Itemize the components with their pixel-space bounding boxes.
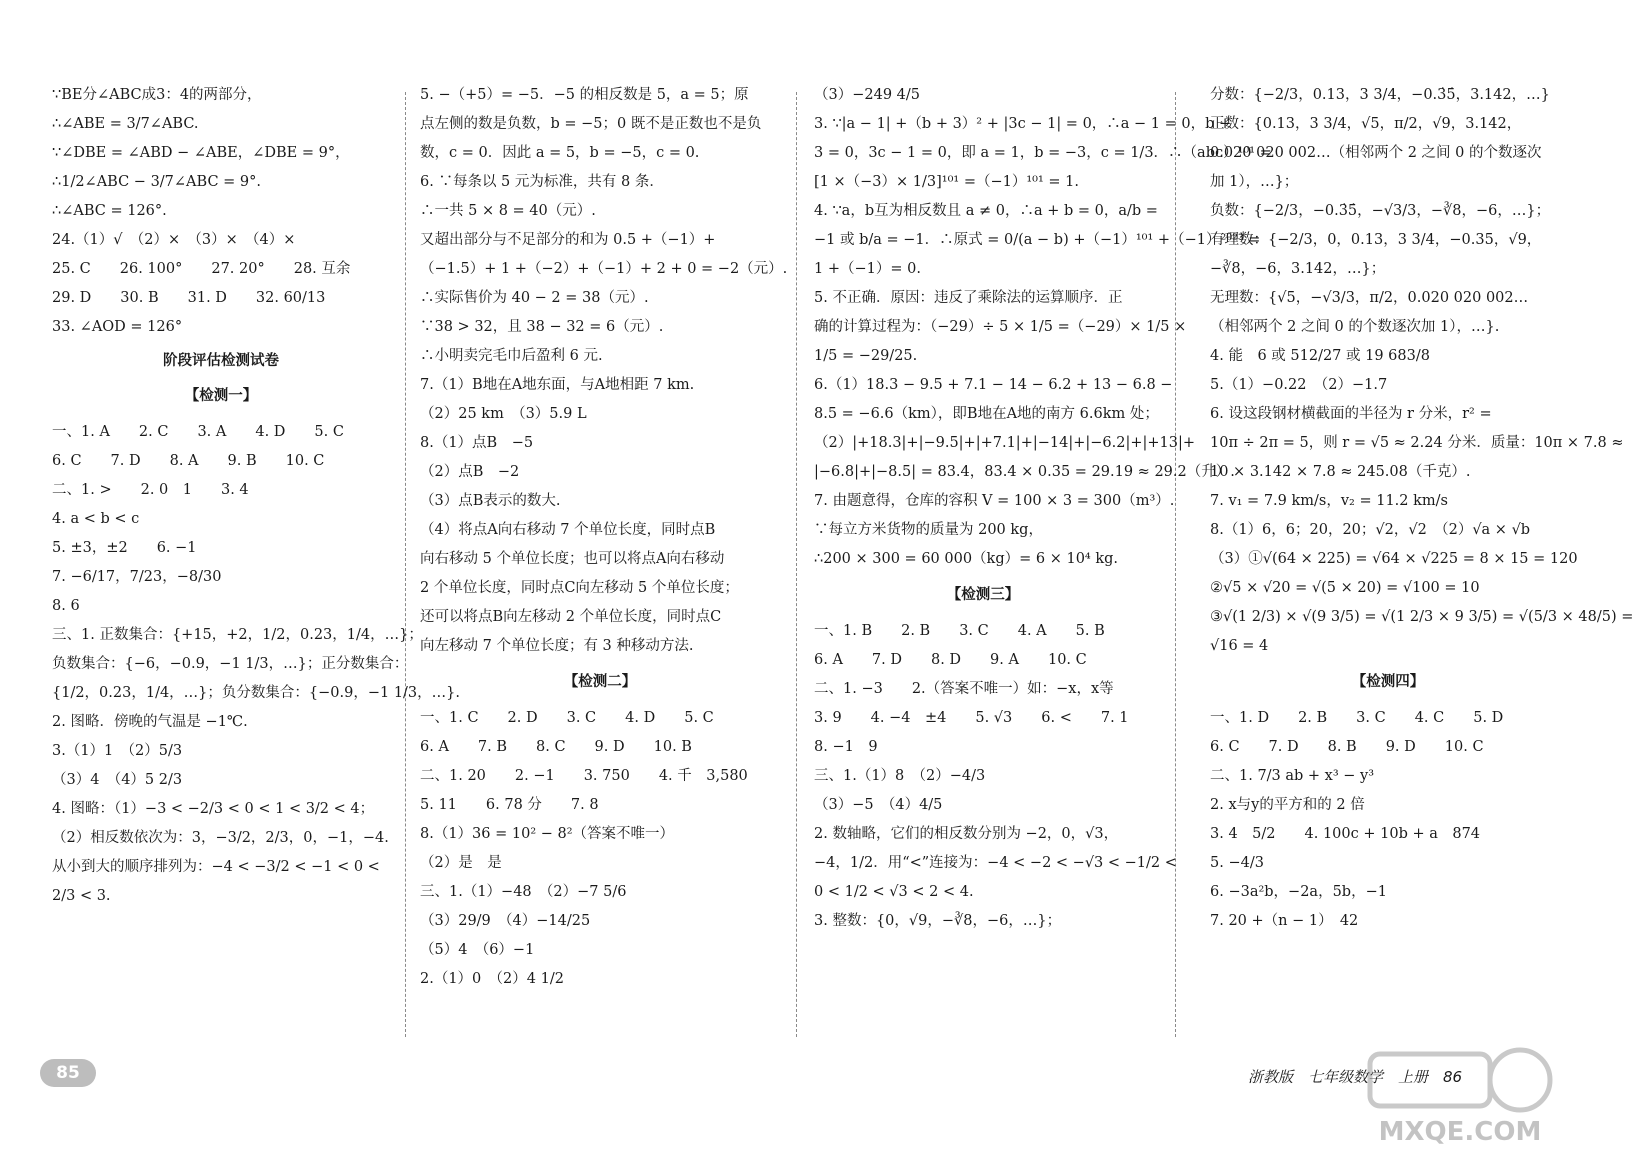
answer-line: 29. D 30. B 31. D 32. 60/13 [52, 290, 326, 306]
test-heading: 【检测四】 [1351, 674, 1425, 690]
answer-line: 0 < 1/2 < √3 < 2 < 4. [814, 884, 974, 900]
answer-line: 5. 不正确．原因：违反了乘除法的运算顺序．正 [814, 290, 1123, 306]
answer-line: 二、1. 7/3 ab + x³ − y³ [1210, 768, 1375, 784]
answer-line: 一、1. B 2. B 3. C 4. A 5. B [814, 623, 1105, 639]
answer-line: 6. 设这段钢材横截面的半径为 r 分米，r² = [1210, 406, 1492, 422]
answer-line: 4. a < b < c [52, 511, 140, 527]
answer-line: −1 或 b/a = −1．∴原式 = 0/(a − b) +（−1）¹⁰¹ +（−1）²⁰²³ = [814, 232, 1261, 248]
answer-line: ∴∠ABC = 126°. [52, 203, 167, 219]
answer-line: 0.020 020 002…（相邻两个 2 之间 0 的个数逐次 [1210, 145, 1542, 161]
answer-line: 2. 图略．傍晚的气温是 −1℃. [52, 714, 248, 730]
answer-line: ∴实际售价为 40 − 2 = 38（元）. [420, 290, 649, 306]
page-number: 85 [40, 1059, 96, 1087]
answer-line: 6. C 7. D 8. A 9. B 10. C [52, 453, 325, 469]
answer-line: 向左移动 7 个单位长度；有 3 种移动方法. [420, 638, 694, 654]
answer-line: 33. ∠AOD = 126° [52, 319, 183, 335]
answer-line: 3.（1）1 （2）5/3 [52, 743, 183, 759]
answer-line: 3. 9 4. −4 ±4 5. √3 6. < 7. 1 [814, 710, 1129, 726]
answer-line: |−6.8|+|−8.5| = 83.4，83.4 × 0.35 = 29.19 ≈ 29.2（升）. [814, 464, 1235, 480]
answer-line: ∴小明卖完毛巾后盈利 6 元. [420, 348, 603, 364]
answer-line: 二、1. > 2. 0 1 3. 4 [52, 482, 249, 498]
answer-line: 加 1），…}； [1210, 174, 1299, 190]
answer-line: 8.（1）6，6；20，20；√2，√2 （2）√a × √b [1210, 522, 1531, 538]
answer-line: 一、1. D 2. B 3. C 4. C 5. D [1210, 710, 1504, 726]
answer-line: 8.（1）点B −5 [420, 435, 534, 451]
answer-line: 24.（1）√ （2）× （3）× （4）× [52, 232, 296, 248]
answer-line: 6. −3a²b，−2a，5b，−1 [1210, 884, 1387, 900]
answer-line: 7. 20 +（n − 1） 42 [1210, 913, 1359, 929]
answer-line: 三、1.（1）8 （2）−4/3 [814, 768, 986, 784]
answer-line: {1/2，0.23，1/4，…}；负分数集合：{−0.9，−1 1/3，…}. [52, 685, 460, 701]
answer-line: 7. 由题意得，仓库的容积 V = 100 × 3 = 300（m³）. [814, 493, 1175, 509]
answer-line: ∴∠ABE = 3/7∠ABC. [52, 116, 199, 132]
answer-line: 7. −6/17，7/23，−8/30 [52, 569, 222, 585]
answer-line: （3）4 （4）5 2/3 [52, 772, 183, 788]
answer-line: 还可以将点B向左移动 2 个单位长度，同时点C [420, 609, 722, 625]
answer-line: ∴一共 5 × 8 = 40（元）. [420, 203, 596, 219]
answer-line: 6. A 7. D 8. D 9. A 10. C [814, 652, 1087, 668]
answer-line: 负数集合：{−6，−0.9，−1 1/3，…}；正分数集合： [52, 656, 409, 672]
answer-line: 5. ±3，±2 6. −1 [52, 540, 197, 556]
answer-line: 5. −4/3 [1210, 855, 1264, 871]
answer-line: √16 = 4 [1210, 638, 1269, 654]
answer-line: 8. −1 9 [814, 739, 878, 755]
answer-line: 二、1. −3 2.（答案不唯一）如：−x，x等 [814, 681, 1114, 697]
answer-line: 2.（1）0 （2）4 1/2 [420, 971, 564, 987]
answer-line: （2）是 是 [420, 855, 502, 871]
answer-line: ②√5 × √20 = √(5 × 20) = √100 = 10 [1210, 580, 1480, 596]
answer-line: （4）将点A向右移动 7 个单位长度，同时点B [420, 522, 716, 538]
answer-line: 有理数：{−2/3，0，0.13，3 3/4，−0.35，√9， [1210, 232, 1542, 248]
page-footer: 浙教版 七年级数学 上册 86 [1248, 1068, 1463, 1086]
answer-line: 2/3 < 3. [52, 888, 111, 904]
answer-line: 点左侧的数是负数，b = −5；0 既不是正数也不是负 [420, 116, 762, 132]
answer-line: 二、1. 20 2. −1 3. 750 4. 千 3,580 [420, 768, 748, 784]
answer-line: （2）25 km （3）5.9 L [420, 406, 587, 422]
answer-line: [1 ×（−3）× 1/3]¹⁰¹ =（−1）¹⁰¹ = 1. [814, 174, 1079, 190]
answer-line: ∵每立方米货物的质量为 200 kg， [814, 522, 1043, 538]
answer-line: 三、1. 正数集合：{+15，+2，1/2，0.23，1/4，…}； [52, 627, 423, 643]
answer-line: 4. ∵a，b互为相反数且 a ≠ 0，∴a + b = 0，a/b = [814, 203, 1158, 219]
answer-line: 2. 数轴略，它们的相反数分别为 −2，0，√3， [814, 826, 1119, 842]
answer-line: −4，1/2．用“<”连接为：−4 < −2 < −√3 < −1/2 < [814, 855, 1177, 871]
test-heading: 【检测三】 [946, 587, 1020, 603]
answer-line: ∵38 > 32，且 38 − 32 = 6（元）. [420, 319, 664, 335]
answer-line: −∛8，−6，3.142，…}； [1210, 261, 1386, 277]
answer-line: 4. 能 6 或 512/27 或 19 683/8 [1210, 348, 1430, 364]
watermark-text: MXQE.COM [1378, 1117, 1542, 1147]
answer-line: ③√(1 2/3) × √(9 3/5) = √(1 2/3 × 9 3/5) = √(5/3 × 48/5) = [1210, 609, 1633, 625]
answer-line: （3）29/9 （4）−14/25 [420, 913, 591, 929]
answer-line: 8.（1）36 = 10² − 8²（答案不唯一） [420, 826, 675, 842]
answer-line: 5.（1）−0.22 （2）−1.7 [1210, 377, 1388, 393]
answer-line: 8.5 = −6.6（km），即B地在A地的南方 6.6km 处； [814, 406, 1159, 422]
section-title: 阶段评估检测试卷 [163, 353, 279, 369]
answer-line: ∴200 × 300 = 60 000（kg）= 6 × 10⁴ kg. [814, 551, 1119, 567]
answer-line: 数，c = 0．因此 a = 5，b = −5，c = 0. [420, 145, 700, 161]
answer-line: 向右移动 5 个单位长度；也可以将点A向右移动 [420, 551, 725, 567]
answer-line: 6.（1）18.3 − 9.5 + 7.1 − 14 − 6.2 + 13 − 6.8 − [814, 377, 1173, 393]
answer-line: 6. A 7. B 8. C 9. D 10. B [420, 739, 692, 755]
answer-line: 5. 11 6. 78 分 7. 8 [420, 797, 599, 813]
answer-line: 7.（1）B地在A地东面，与A地相距 7 km. [420, 377, 695, 393]
answer-lines [52, 423, 460, 906]
answer-line: （3）−249 4/5 [814, 87, 920, 103]
column-divider [796, 92, 797, 1037]
answer-line: 1 +（−1）= 0. [814, 261, 921, 277]
answer-line: ∵BE分∠ABC成3：4的两部分， [52, 87, 262, 103]
answer-line: 8. 6 [52, 598, 80, 614]
answer-line: 从小到大的顺序排列为：−4 < −3/2 < −1 < 0 < [52, 859, 380, 875]
answer-line: 一、1. C 2. D 3. C 4. D 5. C [420, 710, 714, 726]
answer-line: （2）|+18.3|+|−9.5|+|+7.1|+|−14|+|−6.2|+|+13|+ [814, 435, 1196, 451]
answer-line: 2. x与y的平方和的 2 倍 [1210, 797, 1365, 813]
answer-lines [814, 622, 1177, 931]
answer-line: 7. v₁ = 7.9 km/s，v₂ = 11.2 km/s [1210, 493, 1448, 509]
answer-column-4 [1210, 86, 1633, 1106]
answer-line: 又超出部分与不足部分的和为 0.5 +（−1）+ [420, 232, 716, 248]
answer-line: 负数：{−2/3，−0.3̇5̇，−√3/3，−∛8，−6，…}； [1210, 203, 1551, 219]
answer-lines [420, 86, 788, 656]
answer-line: 6. ∵每条以 5 元为标准，共有 8 条． [420, 174, 664, 190]
test-heading: 【检测二】 [563, 674, 637, 690]
answer-line: 10π ÷ 2π = 5，则 r = √5 ≈ 2.24 分米．质量：10π × 7.8 ≈ [1210, 435, 1624, 451]
answer-line: 一、1. A 2. C 3. A 4. D 5. C [52, 424, 344, 440]
answer-line: （相邻两个 2 之间 0 的个数逐次加 1），…}. [1210, 319, 1500, 335]
answer-line: （−1.5）+ 1 +（−2）+（−1）+ 2 + 0 = −2（元）. [420, 261, 788, 277]
watermark-logo [1350, 1040, 1570, 1148]
answer-line: ∴1/2∠ABC − 3/7∠ABC = 9°. [52, 174, 261, 190]
answer-column-2 [420, 86, 788, 1106]
answer-line: 3. 整数：{0，√9，−∛8，−6，…}； [814, 913, 1062, 929]
answer-line: 4. 图略：（1）−3 < −2/3 < 0 < 1 < 3/2 < 4； [52, 801, 375, 817]
answer-line: （2）点B −2 [420, 464, 520, 480]
answer-line: 3. 4 5/2 4. 100c + 10b + a 874 [1210, 826, 1481, 842]
answer-line: 25. C 26. 100° 27. 20° 28. 互余 [52, 261, 351, 277]
column-divider [405, 92, 406, 1037]
answer-line: （3）①√(64 × 225) = √64 × √225 = 8 × 15 = 120 [1210, 551, 1578, 567]
answer-line: 3 = 0，3c − 1 = 0，即 a = 1，b = −3，c = 1/3．∴（abc）¹⁰¹ = [814, 145, 1272, 161]
answer-lines [52, 86, 390, 337]
answer-line: （3）点B表示的数大. [420, 493, 561, 509]
answer-line: ∵∠DBE = ∠ABD − ∠ABE，∠DBE = 9°， [52, 145, 350, 161]
test-heading: 【检测一】 [184, 388, 258, 404]
answer-line: 确的计算过程为：（−29）÷ 5 × 1/5 =（−29）× 1/5 × [814, 319, 1187, 335]
answer-lines [1210, 709, 1566, 931]
answer-line: 5. −（+5）= −5．−5 的相反数是 5，a = 5；原 [420, 87, 749, 103]
answer-line: （5）4 （6）−1 [420, 942, 535, 958]
answer-line: 正数：{0.13，3 3/4，√5，π/2，√9，3.142， [1210, 116, 1522, 132]
answer-lines [420, 709, 780, 989]
answer-line: （3）−5 （4）4/5 [814, 797, 943, 813]
answer-line: 无理数：{√5，−√3/3，π/2，0.020 020 002… [1210, 290, 1529, 306]
answer-line: 10 × 3.142 × 7.8 ≈ 245.08（千克）. [1210, 464, 1471, 480]
answer-line: 6. C 7. D 8. B 9. D 10. C [1210, 739, 1484, 755]
answer-line: 1/5 = −29/25. [814, 348, 918, 364]
answer-line: 3. ∵|a − 1| +（b + 3）² + |3c − 1| = 0，∴a − 1 = 0，b + [814, 116, 1232, 132]
answer-line: （2）相反数依次为：3，−3/2，2/3，0，−1，−4. [52, 830, 389, 846]
answer-line: 2 个单位长度，同时点C向左移动 5 个单位长度； [420, 580, 739, 596]
answer-lines [1210, 86, 1633, 656]
answer-column-1 [52, 86, 460, 1106]
answer-line: 三、1.（1）−48 （2）−7 5/6 [420, 884, 627, 900]
answer-line: 分数：{−2/3，0.13，3 3/4，−0.3̇5̇，3.142，…} [1210, 87, 1550, 103]
